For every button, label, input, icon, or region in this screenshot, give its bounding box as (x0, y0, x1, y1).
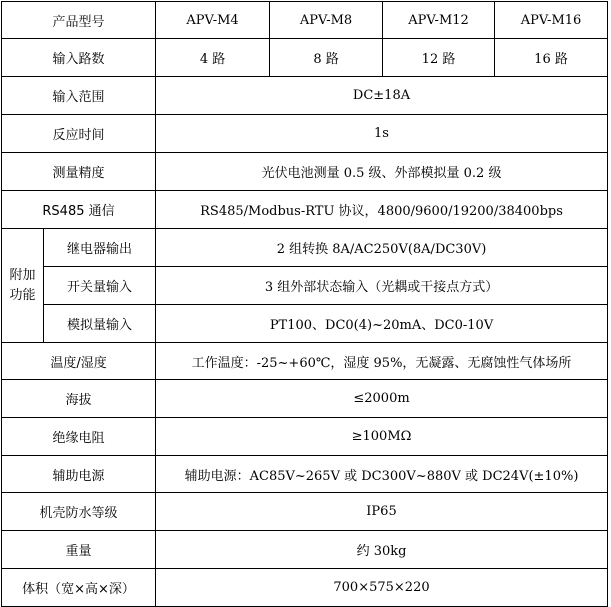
channels-m8: 8 路 (270, 39, 383, 77)
row-ip-rating (2, 493, 608, 531)
label-relay: 继电器输出 (44, 229, 156, 267)
label-volume: 体积（宽×高×深） (2, 569, 156, 607)
row-analog (2, 305, 608, 343)
spec-table (1, 1, 608, 607)
model-m4: APV-M4 (156, 2, 270, 39)
label-weight: 重量 (2, 531, 156, 569)
row-model (2, 2, 608, 39)
value-altitude: ≤2000m (156, 380, 608, 418)
value-rs485: RS485/Modbus-RTU 协议，4800/9600/19200/38400bps (156, 191, 608, 229)
label-channels: 输入路数 (2, 39, 156, 77)
label-rs485: RS485 通信 (2, 191, 156, 229)
channels-m4: 4 路 (156, 39, 270, 77)
channels-m16: 16 路 (495, 39, 608, 77)
channels-m12: 12 路 (383, 39, 495, 77)
label-switch: 开关量输入 (44, 267, 156, 305)
value-relay: 2 组转换 8A/AC250V(8A/DC30V) (156, 229, 608, 267)
value-accuracy: 光伏电池测量 0.5 级、外部模拟量 0.2 级 (156, 153, 608, 191)
row-rs485 (2, 191, 608, 229)
value-switch: 3 组外部状态输入（光耦或干接点方式） (156, 267, 608, 305)
model-m8: APV-M8 (270, 2, 383, 39)
value-analog: PT100、DC0(4)~20mA、DC0-10V (156, 305, 608, 343)
value-ip-rating: IP65 (156, 493, 608, 531)
label-accuracy: 测量精度 (2, 153, 156, 191)
value-insulation: ≥100MΩ (156, 418, 608, 456)
row-channels (2, 39, 608, 77)
row-altitude (2, 380, 608, 418)
row-input-range (2, 77, 608, 115)
label-analog: 模拟量输入 (44, 305, 156, 343)
value-response-time: 1s (156, 115, 608, 153)
value-aux-power: 辅助电源：AC85V~265V 或 DC300V~880V 或 DC24V(±10%) (156, 456, 608, 493)
value-weight: 约 30kg (156, 531, 608, 569)
value-temp-humidity: 工作温度：-25~+60℃，湿度 95%，无凝露、无腐蚀性气体场所 (156, 343, 608, 380)
row-insulation (2, 418, 608, 456)
label-ip-rating: 机壳防水等级 (2, 493, 156, 531)
model-m12: APV-M12 (383, 2, 495, 39)
row-response-time (2, 115, 608, 153)
row-aux-power (2, 456, 608, 493)
value-volume: 700×575×220 (156, 569, 608, 607)
row-accuracy (2, 153, 608, 191)
row-volume (2, 569, 608, 607)
row-weight (2, 531, 608, 569)
label-response-time: 反应时间 (2, 115, 156, 153)
label-temp-humidity: 温度/湿度 (2, 343, 156, 380)
label-altitude: 海拔 (2, 380, 156, 418)
label-model: 产品型号 (2, 2, 156, 39)
label-input-range: 输入范围 (2, 77, 156, 115)
value-input-range: DC±18A (156, 77, 608, 115)
row-relay (2, 229, 608, 267)
row-switch (2, 267, 608, 305)
model-m16: APV-M16 (495, 2, 608, 39)
label-aux-power: 辅助电源 (2, 456, 156, 493)
label-insulation: 绝缘电阻 (2, 418, 156, 456)
row-temp-humidity (2, 343, 608, 380)
label-extra-functions: 附加功能 (2, 229, 44, 343)
